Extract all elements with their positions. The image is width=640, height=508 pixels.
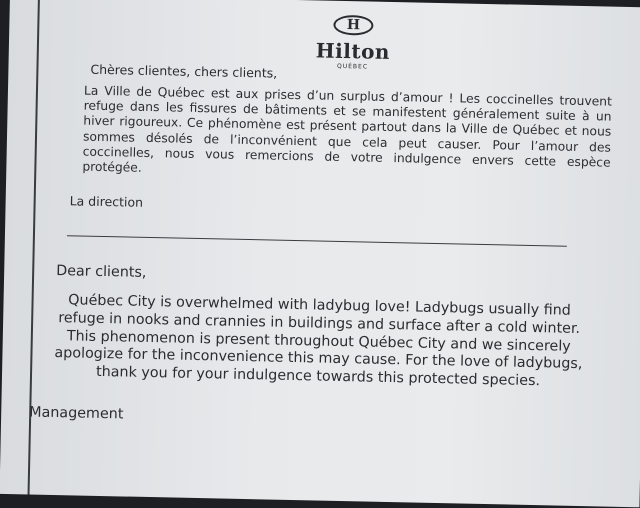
- hilton-logo: [302, 14, 403, 71]
- hilton-emblem-icon: [333, 15, 373, 36]
- french-salutation: Chères clientes, chers clients,: [90, 61, 278, 81]
- english-signature: Management: [29, 404, 124, 423]
- english-body-text: Québec City is overwhelmed with ladybug love! Ladybugs usually find refuge in nooks and crannies in buildings and surface after a cold winter. This phenomenon is present throughout Québec City and we sincerely apologize for the inconvenience this may cause. For the love of ladybugs, thank you for your indulgence towards this protected species.: [54, 292, 583, 390]
- french-signature: La direction: [69, 193, 144, 210]
- french-body-text: La Ville de Québec est aux prises d’un surplus d’amour ! Les coccinelles trouvent refuge dans les fissures de bâtiments et se manifestent généralement suite à un hiver rigoureux. Ce phénomène est présent partout dans la Ville de Québec et nous sommes désolés de l’inconvénient que cela peut causer. Pour l’amour des coccinelles, nous vous remercions de votre indulgence envers cette espèce protégée.: [82, 83, 613, 175]
- logo-city-name: QUÉBEC: [336, 62, 369, 71]
- english-salutation: Dear clients,: [56, 263, 147, 281]
- logo-brand-name: Hilton: [315, 38, 391, 64]
